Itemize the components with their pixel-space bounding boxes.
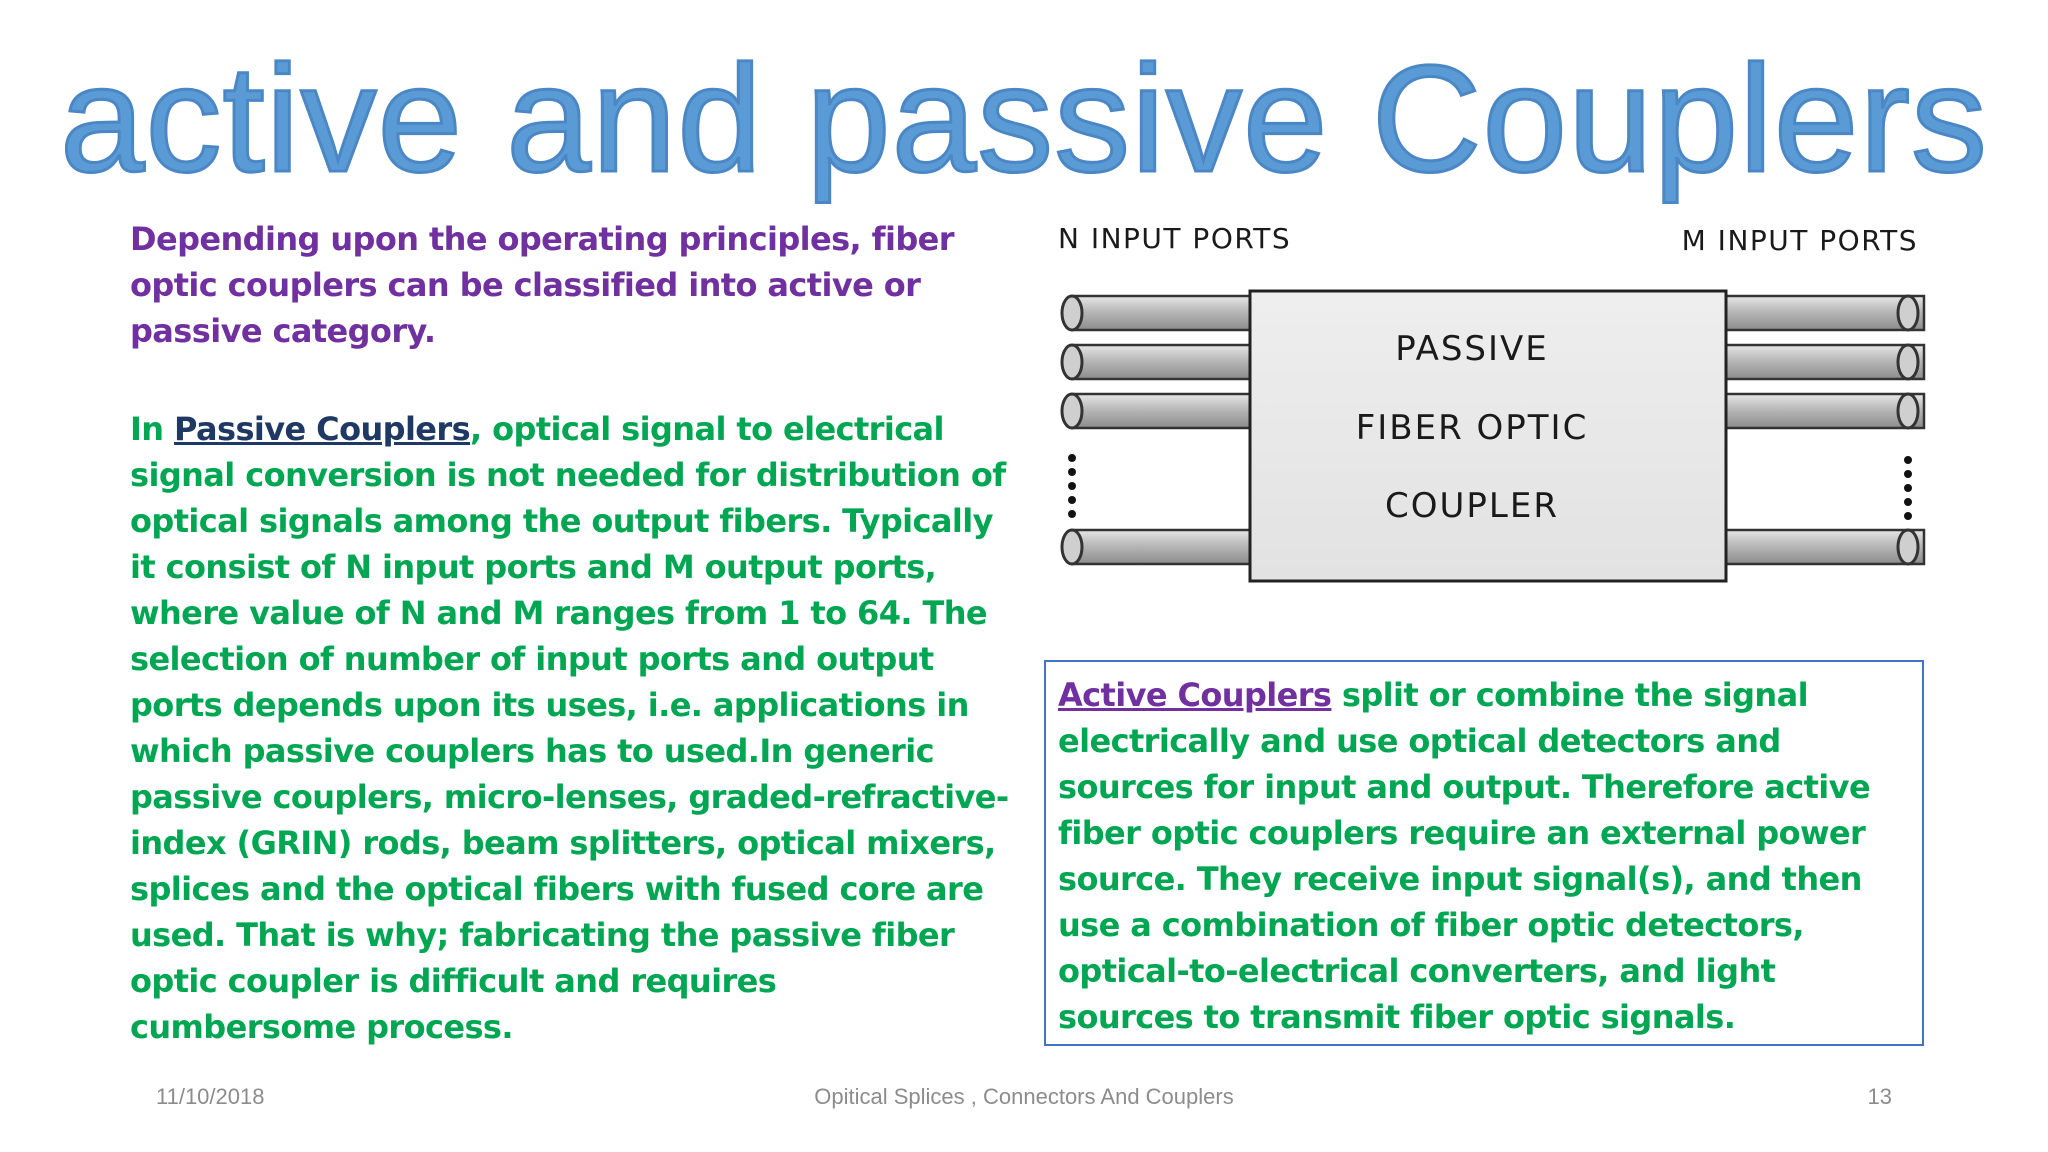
passive-couplers-paragraph (130, 406, 1010, 1050)
passive-description: , optical signal to electrical signal conversion is not needed for distribution of optical signals among the output fibers. Typically it consist of N input ports and M output ports, where value of N and M ranges from 1 to 64. The selection of number of input ports and output ports depends upon its uses, i.e. applications in which passive couplers has to used.In generic passive couplers, micro-lenses, graded-refractive-index (GRIN) rods, beam splitters, optical mixers, splices and the optical fibers with fused core are used. That is why; fabricating the passive fiber optic coupler is difficult and requires cumbersome process. (130, 410, 1009, 1046)
right-fiber-m (1726, 530, 1924, 564)
page-number: 13 (1867, 1084, 1892, 1109)
active-couplers-box (1044, 660, 1924, 1046)
n-input-ports-label: N INPUT PORTS (1058, 222, 1292, 255)
left-ellipsis-dots (1068, 454, 1076, 518)
intro-paragraph: Depending upon the operating principles, fiber optic couplers can be classified into active or passive category. (130, 220, 954, 350)
right-fiber-3 (1726, 394, 1924, 428)
active-description: split or combine the signal electrically and use optical detectors and sources for input and output. Therefore active fiber optic couplers require an external power source. They receive input signal(s), and then use a combination of fiber optic detectors, optical-to-electrical converters, and light sources to transmit fiber optic signals. (1058, 676, 1871, 1036)
passive-couplers-link[interactable]: Passive Couplers (174, 410, 471, 448)
footer-title: Opitical Splices , Connectors And Couplers (814, 1084, 1234, 1109)
slide-title: active and passive Couplers (59, 34, 1989, 204)
coupler-label-line-2: FIBER OPTIC (1355, 408, 1589, 448)
coupler-label-line-3: COUPLER (1385, 486, 1559, 526)
right-fiber-2 (1726, 345, 1924, 379)
active-couplers-paragraph (1058, 672, 1910, 1040)
coupler-label-line-1: PASSIVE (1395, 329, 1549, 369)
passive-coupler-diagram (1040, 208, 1940, 598)
active-couplers-link[interactable]: Active Couplers (1058, 676, 1332, 714)
m-input-ports-label: M INPUT PORTS (1681, 224, 1918, 257)
footer-date: 11/10/2018 (156, 1084, 265, 1109)
passive-prefix: In (130, 410, 175, 448)
right-ellipsis-dots (1904, 456, 1912, 520)
right-fiber-1 (1726, 296, 1924, 330)
